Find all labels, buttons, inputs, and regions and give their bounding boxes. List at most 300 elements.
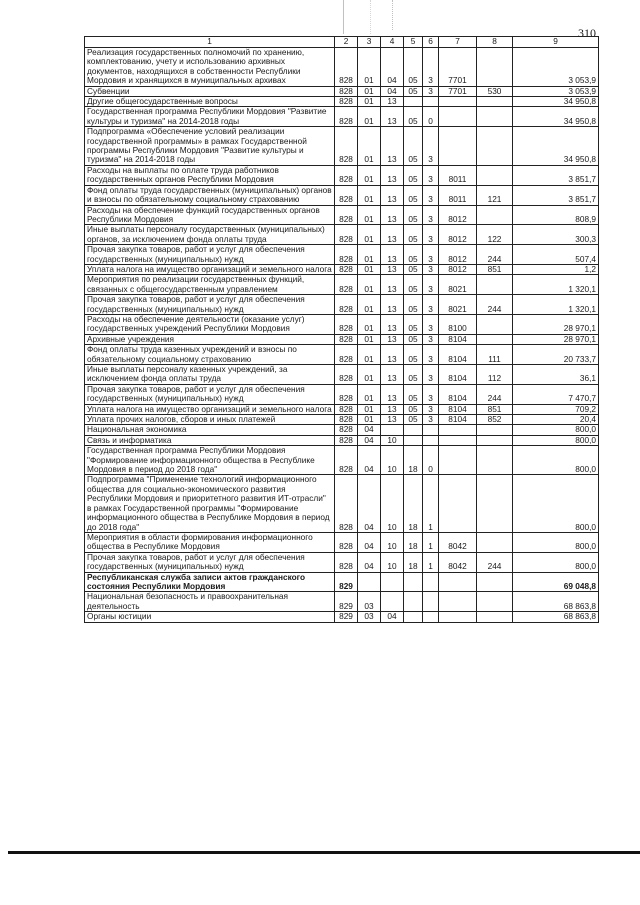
table-header-row	[85, 37, 599, 48]
row-name-cell: Фонд оплаты труда государственных (муниципальных) органов и взносы по обязательному социальному страхованию	[85, 185, 335, 205]
section-code-cell: 01	[358, 107, 381, 127]
expense-type-cell	[477, 446, 513, 475]
expense-type-cell	[477, 205, 513, 225]
table-row	[85, 127, 599, 166]
subprogram-code-cell: 1	[423, 475, 439, 532]
table-row	[85, 185, 599, 205]
program-code-cell: 05	[404, 185, 423, 205]
table-row	[85, 425, 599, 435]
subsection-code-cell: 13	[381, 404, 404, 414]
subprogram-code-cell: 0	[423, 446, 439, 475]
program-code-cell: 05	[404, 48, 423, 87]
amount-cell: 36,1	[513, 365, 599, 385]
article-code-cell: 8042	[439, 552, 477, 572]
chapter-code-cell: 828	[335, 275, 358, 295]
column-header: 5	[404, 37, 423, 48]
article-code-cell	[439, 127, 477, 166]
chapter-code-cell: 828	[335, 446, 358, 475]
section-code-cell: 04	[358, 446, 381, 475]
amount-cell: 1,2	[513, 264, 599, 274]
subprogram-code-cell	[423, 425, 439, 435]
table-row	[85, 415, 599, 425]
row-name-cell: Прочая закупка товаров, работ и услуг для обеспечения государственных (муниципальных) нужд	[85, 552, 335, 572]
expense-type-cell	[477, 275, 513, 295]
scan-artifact	[343, 0, 371, 34]
subprogram-code-cell: 3	[423, 86, 439, 96]
program-code-cell	[404, 612, 423, 622]
subprogram-code-cell: 3	[423, 185, 439, 205]
table-row	[85, 314, 599, 334]
program-code-cell: 05	[404, 225, 423, 245]
section-code-cell: 01	[358, 225, 381, 245]
row-name-cell: Государственная программа Республики Мордовия "Развитие культуры и туризма" на 2014-2018 годы	[85, 107, 335, 127]
article-code-cell: 8100	[439, 314, 477, 334]
section-code-cell: 04	[358, 475, 381, 532]
subsection-code-cell: 10	[381, 435, 404, 445]
section-code-cell: 01	[358, 205, 381, 225]
chapter-code-cell: 828	[335, 384, 358, 404]
page-number: 310	[578, 26, 596, 40]
subsection-code-cell: 13	[381, 264, 404, 274]
section-code-cell: 01	[358, 264, 381, 274]
chapter-code-cell: 828	[335, 264, 358, 274]
program-code-cell	[404, 425, 423, 435]
chapter-code-cell: 828	[335, 245, 358, 265]
subsection-code-cell: 13	[381, 415, 404, 425]
chapter-code-cell: 828	[335, 48, 358, 87]
subsection-code-cell: 13	[381, 205, 404, 225]
subprogram-code-cell: 3	[423, 345, 439, 365]
section-code-cell	[358, 572, 381, 592]
chapter-code-cell: 829	[335, 592, 358, 612]
table-row	[85, 107, 599, 127]
row-name-cell: Прочая закупка товаров, работ и услуг для обеспечения государственных (муниципальных) нужд	[85, 384, 335, 404]
table-row	[85, 295, 599, 315]
chapter-code-cell: 829	[335, 612, 358, 622]
amount-cell: 800,0	[513, 475, 599, 532]
row-name-cell: Государственная программа Республики Мордовия "Формирование информационного общества в Республике Мордовия в период до 2018 года"	[85, 446, 335, 475]
amount-cell: 1 320,1	[513, 295, 599, 315]
table-row	[85, 345, 599, 365]
program-code-cell: 05	[404, 384, 423, 404]
subprogram-code-cell: 3	[423, 275, 439, 295]
subprogram-code-cell	[423, 435, 439, 445]
table-row	[85, 446, 599, 475]
amount-cell: 28 970,1	[513, 334, 599, 344]
amount-cell: 69 048,8	[513, 572, 599, 592]
article-code-cell: 8104	[439, 345, 477, 365]
article-code-cell	[439, 475, 477, 532]
subsection-code-cell: 10	[381, 446, 404, 475]
article-code-cell: 8011	[439, 185, 477, 205]
program-code-cell: 05	[404, 404, 423, 414]
article-code-cell	[439, 446, 477, 475]
table-row	[85, 572, 599, 592]
row-name-cell: Мероприятия по реализации государственных функций, связанных с общегосударственным управлением	[85, 275, 335, 295]
row-name-cell: Расходы на выплаты по оплате труда работников государственных органов Республики Мордовия	[85, 165, 335, 185]
table-row	[85, 365, 599, 385]
amount-cell: 800,0	[513, 435, 599, 445]
expense-type-cell: 530	[477, 86, 513, 96]
row-name-cell: Уплата налога на имущество организаций и земельного налога	[85, 404, 335, 414]
row-name-cell: Иные выплаты персоналу казенных учреждений, за исключением фонда оплаты труда	[85, 365, 335, 385]
section-code-cell: 01	[358, 365, 381, 385]
chapter-code-cell: 828	[335, 415, 358, 425]
section-code-cell: 04	[358, 425, 381, 435]
subprogram-code-cell: 3	[423, 245, 439, 265]
expense-type-cell	[477, 107, 513, 127]
chapter-code-cell: 828	[335, 314, 358, 334]
table-row	[85, 275, 599, 295]
article-code-cell: 8021	[439, 295, 477, 315]
column-header: 7	[439, 37, 477, 48]
amount-cell: 7 470,7	[513, 384, 599, 404]
subsection-code-cell: 10	[381, 552, 404, 572]
section-code-cell: 03	[358, 612, 381, 622]
subprogram-code-cell: 3	[423, 48, 439, 87]
chapter-code-cell: 828	[335, 475, 358, 532]
section-code-cell: 01	[358, 384, 381, 404]
expense-type-cell: 111	[477, 345, 513, 365]
column-header: 2	[335, 37, 358, 48]
amount-cell: 3 851,7	[513, 185, 599, 205]
subprogram-code-cell	[423, 97, 439, 107]
chapter-code-cell: 828	[335, 365, 358, 385]
subprogram-code-cell: 3	[423, 314, 439, 334]
subprogram-code-cell: 3	[423, 334, 439, 344]
expense-type-cell	[477, 532, 513, 552]
table-row	[85, 334, 599, 344]
expense-type-cell: 851	[477, 264, 513, 274]
column-header: 4	[381, 37, 404, 48]
chapter-code-cell: 828	[335, 107, 358, 127]
expense-type-cell	[477, 97, 513, 107]
subprogram-code-cell: 3	[423, 295, 439, 315]
chapter-code-cell: 828	[335, 86, 358, 96]
row-name-cell: Расходы на обеспечение деятельности (оказание услуг) государственных учреждений Республики Мордовия	[85, 314, 335, 334]
row-name-cell: Мероприятия в области формирования информационного общества в Республике Мордовия	[85, 532, 335, 552]
table-row	[85, 612, 599, 622]
amount-cell: 808,9	[513, 205, 599, 225]
section-code-cell: 01	[358, 86, 381, 96]
article-code-cell	[439, 107, 477, 127]
section-code-cell: 01	[358, 165, 381, 185]
amount-cell: 507,4	[513, 245, 599, 265]
section-code-cell: 01	[358, 127, 381, 166]
subprogram-code-cell	[423, 592, 439, 612]
chapter-code-cell: 828	[335, 225, 358, 245]
expense-type-cell	[477, 475, 513, 532]
article-code-cell: 7701	[439, 86, 477, 96]
subprogram-code-cell: 1	[423, 532, 439, 552]
row-name-cell: Республиканская служба записи актов гражданского состояния Республики Мордовия	[85, 572, 335, 592]
article-code-cell: 8104	[439, 384, 477, 404]
row-name-cell: Связь и информатика	[85, 435, 335, 445]
table-row	[85, 435, 599, 445]
row-name-cell: Уплата налога на имущество организаций и земельного налога	[85, 264, 335, 274]
row-name-cell: Подпрограмма "Применение технологий информационного общества для социально-экономического развития Республики Мордовия и приоритетного развития ИТ-отрасли" в рамках Государственной программы "Формирование информационного общества в Республике Мордовия в период до 2018 года"	[85, 475, 335, 532]
section-code-cell: 01	[358, 97, 381, 107]
table-row	[85, 225, 599, 245]
expense-type-cell	[477, 592, 513, 612]
subsection-code-cell: 10	[381, 475, 404, 532]
subprogram-code-cell: 1	[423, 552, 439, 572]
amount-cell: 3 851,7	[513, 165, 599, 185]
subprogram-code-cell	[423, 572, 439, 592]
section-code-cell: 01	[358, 314, 381, 334]
expense-type-cell	[477, 334, 513, 344]
subsection-code-cell: 13	[381, 345, 404, 365]
row-name-cell: Иные выплаты персоналу государственных (муниципальных) органов, за исключением фонда оплаты труда	[85, 225, 335, 245]
scan-artifact	[392, 0, 399, 30]
subprogram-code-cell: 3	[423, 264, 439, 274]
program-code-cell	[404, 572, 423, 592]
chapter-code-cell: 828	[335, 532, 358, 552]
expense-type-cell	[477, 127, 513, 166]
amount-cell: 34 950,8	[513, 127, 599, 166]
column-header: 6	[423, 37, 439, 48]
table-row	[85, 264, 599, 274]
program-code-cell: 18	[404, 552, 423, 572]
program-code-cell	[404, 592, 423, 612]
section-code-cell: 04	[358, 552, 381, 572]
subsection-code-cell: 10	[381, 532, 404, 552]
subsection-code-cell: 13	[381, 165, 404, 185]
column-header: 9	[513, 37, 599, 48]
chapter-code-cell: 828	[335, 552, 358, 572]
table-row	[85, 245, 599, 265]
subsection-code-cell	[381, 425, 404, 435]
article-code-cell: 8104	[439, 365, 477, 385]
table-row	[85, 552, 599, 572]
program-code-cell: 05	[404, 275, 423, 295]
article-code-cell: 8012	[439, 245, 477, 265]
program-code-cell	[404, 435, 423, 445]
article-code-cell: 7701	[439, 48, 477, 87]
article-code-cell	[439, 97, 477, 107]
subprogram-code-cell: 3	[423, 404, 439, 414]
section-code-cell: 04	[358, 435, 381, 445]
amount-cell: 68 863,8	[513, 612, 599, 622]
program-code-cell: 18	[404, 446, 423, 475]
subsection-code-cell: 13	[381, 107, 404, 127]
expense-type-cell: 852	[477, 415, 513, 425]
expense-type-cell: 244	[477, 295, 513, 315]
table-row	[85, 205, 599, 225]
program-code-cell: 05	[404, 165, 423, 185]
table-row	[85, 165, 599, 185]
program-code-cell: 18	[404, 475, 423, 532]
subsection-code-cell: 13	[381, 384, 404, 404]
amount-cell: 34 950,8	[513, 97, 599, 107]
amount-cell: 800,0	[513, 446, 599, 475]
table-row	[85, 592, 599, 612]
chapter-code-cell: 828	[335, 435, 358, 445]
subprogram-code-cell: 3	[423, 127, 439, 166]
article-code-cell: 8012	[439, 264, 477, 274]
row-name-cell: Субвенции	[85, 86, 335, 96]
article-code-cell	[439, 612, 477, 622]
section-code-cell: 01	[358, 295, 381, 315]
article-code-cell	[439, 425, 477, 435]
amount-cell: 68 863,8	[513, 592, 599, 612]
program-code-cell: 05	[404, 334, 423, 344]
subsection-code-cell: 04	[381, 612, 404, 622]
article-code-cell: 8021	[439, 275, 477, 295]
article-code-cell: 8104	[439, 415, 477, 425]
program-code-cell: 05	[404, 314, 423, 334]
table-row	[85, 404, 599, 414]
amount-cell: 20 733,7	[513, 345, 599, 365]
subprogram-code-cell: 3	[423, 205, 439, 225]
row-name-cell: Уплата прочих налогов, сборов и иных платежей	[85, 415, 335, 425]
article-code-cell	[439, 572, 477, 592]
subprogram-code-cell: 3	[423, 165, 439, 185]
subprogram-code-cell: 3	[423, 365, 439, 385]
chapter-code-cell: 828	[335, 404, 358, 414]
chapter-code-cell: 828	[335, 127, 358, 166]
table-row	[85, 48, 599, 87]
subprogram-code-cell: 0	[423, 107, 439, 127]
section-code-cell: 01	[358, 48, 381, 87]
program-code-cell: 05	[404, 86, 423, 96]
expense-type-cell: 112	[477, 365, 513, 385]
section-code-cell: 01	[358, 275, 381, 295]
program-code-cell: 05	[404, 127, 423, 166]
expense-type-cell	[477, 314, 513, 334]
subsection-code-cell	[381, 572, 404, 592]
subsection-code-cell: 13	[381, 334, 404, 344]
subsection-code-cell: 13	[381, 275, 404, 295]
amount-cell: 1 320,1	[513, 275, 599, 295]
expense-type-cell	[477, 435, 513, 445]
subsection-code-cell: 04	[381, 86, 404, 96]
program-code-cell: 05	[404, 365, 423, 385]
chapter-code-cell: 828	[335, 97, 358, 107]
table-row	[85, 384, 599, 404]
table-row	[85, 97, 599, 107]
subsection-code-cell	[381, 592, 404, 612]
column-header: 1	[85, 37, 335, 48]
chapter-code-cell: 828	[335, 425, 358, 435]
program-code-cell: 05	[404, 415, 423, 425]
row-name-cell: Прочая закупка товаров, работ и услуг для обеспечения государственных (муниципальных) нужд	[85, 295, 335, 315]
row-name-cell: Реализация государственных полномочий по хранению, комплектованию, учету и использованию архивных документов, находящихся в собственности Республики Мордовия и хранящихся в муниципальных архивах	[85, 48, 335, 87]
table-row	[85, 532, 599, 552]
subsection-code-cell: 04	[381, 48, 404, 87]
amount-cell: 20,4	[513, 415, 599, 425]
section-code-cell: 03	[358, 592, 381, 612]
article-code-cell: 8012	[439, 225, 477, 245]
article-code-cell	[439, 592, 477, 612]
subsection-code-cell: 13	[381, 127, 404, 166]
row-name-cell: Фонд оплаты труда казенных учреждений и взносы по обязательному социальному страхованию	[85, 345, 335, 365]
subprogram-code-cell: 3	[423, 225, 439, 245]
row-name-cell: Органы юстиции	[85, 612, 335, 622]
article-code-cell	[439, 435, 477, 445]
chapter-code-cell: 828	[335, 205, 358, 225]
article-code-cell: 8104	[439, 334, 477, 344]
section-code-cell: 01	[358, 404, 381, 414]
chapter-code-cell: 828	[335, 334, 358, 344]
amount-cell: 800,0	[513, 552, 599, 572]
subsection-code-cell: 13	[381, 225, 404, 245]
expense-type-cell: 244	[477, 384, 513, 404]
expense-type-cell	[477, 572, 513, 592]
subprogram-code-cell: 3	[423, 415, 439, 425]
amount-cell: 300,3	[513, 225, 599, 245]
amount-cell: 800,0	[513, 532, 599, 552]
expense-type-cell	[477, 612, 513, 622]
expense-type-cell: 244	[477, 552, 513, 572]
chapter-code-cell: 828	[335, 345, 358, 365]
subsection-code-cell: 13	[381, 185, 404, 205]
article-code-cell: 8011	[439, 165, 477, 185]
program-code-cell: 05	[404, 245, 423, 265]
program-code-cell	[404, 97, 423, 107]
subprogram-code-cell	[423, 612, 439, 622]
amount-cell: 800,0	[513, 425, 599, 435]
chapter-code-cell: 828	[335, 165, 358, 185]
row-name-cell: Национальная безопасность и правоохранительная деятельность	[85, 592, 335, 612]
column-header: 3	[358, 37, 381, 48]
expense-type-cell	[477, 165, 513, 185]
subprogram-code-cell: 3	[423, 384, 439, 404]
section-code-cell: 01	[358, 185, 381, 205]
section-code-cell: 01	[358, 345, 381, 365]
program-code-cell: 05	[404, 205, 423, 225]
section-code-cell: 01	[358, 334, 381, 344]
chapter-code-cell: 829	[335, 572, 358, 592]
subsection-code-cell: 13	[381, 314, 404, 334]
row-name-cell: Подпрограмма «Обеспечение условий реализации государственной программы» в рамках Государственной программы Республики Мордовия "Развитие культуры и туризма" на 2014-2018 годы	[85, 127, 335, 166]
program-code-cell: 05	[404, 345, 423, 365]
subsection-code-cell: 13	[381, 365, 404, 385]
amount-cell: 34 950,8	[513, 107, 599, 127]
row-name-cell: Расходы на обеспечение функций государственных органов Республики Мордовия	[85, 205, 335, 225]
row-name-cell: Национальная экономика	[85, 425, 335, 435]
subsection-code-cell: 13	[381, 245, 404, 265]
chapter-code-cell: 828	[335, 295, 358, 315]
row-name-cell: Другие общегосударственные вопросы	[85, 97, 335, 107]
row-name-cell: Прочая закупка товаров, работ и услуг для обеспечения государственных (муниципальных) нужд	[85, 245, 335, 265]
expense-type-cell	[477, 48, 513, 87]
expense-type-cell: 122	[477, 225, 513, 245]
expense-type-cell	[477, 425, 513, 435]
program-code-cell: 05	[404, 264, 423, 274]
section-code-cell: 01	[358, 415, 381, 425]
program-code-cell: 05	[404, 107, 423, 127]
expense-type-cell: 244	[477, 245, 513, 265]
amount-cell: 709,2	[513, 404, 599, 414]
section-code-cell: 01	[358, 245, 381, 265]
column-header: 8	[477, 37, 513, 48]
article-code-cell: 8012	[439, 205, 477, 225]
amount-cell: 28 970,1	[513, 314, 599, 334]
amount-cell: 3 053,9	[513, 86, 599, 96]
program-code-cell: 18	[404, 532, 423, 552]
page-bottom-border	[8, 851, 640, 854]
subsection-code-cell: 13	[381, 97, 404, 107]
expense-type-cell: 851	[477, 404, 513, 414]
article-code-cell: 8042	[439, 532, 477, 552]
amount-cell: 3 053,9	[513, 48, 599, 87]
subsection-code-cell: 13	[381, 295, 404, 315]
table-row	[85, 475, 599, 532]
chapter-code-cell: 828	[335, 185, 358, 205]
expense-type-cell: 121	[477, 185, 513, 205]
table-row	[85, 86, 599, 96]
